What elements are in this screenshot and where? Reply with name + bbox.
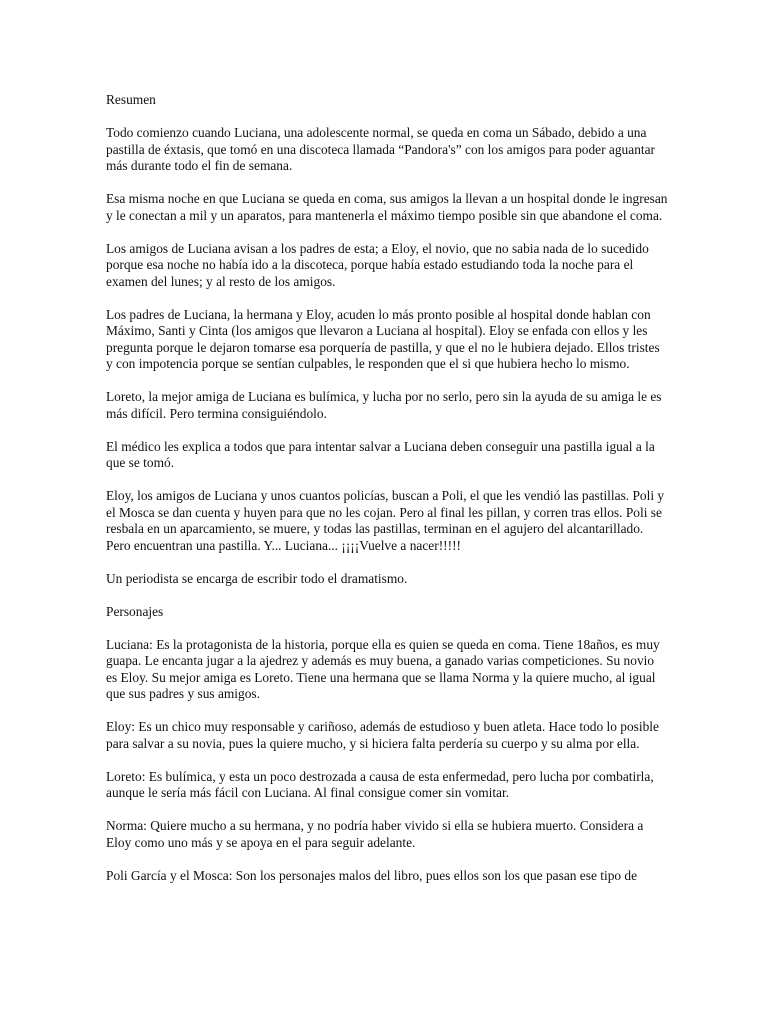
resumen-paragraph-2: Esa misma noche en que Luciana se queda en coma, sus amigos la llevan a un hospital donde le ingresan y le conectan a mil y un aparatos, para mantenerla el máximo tiempo posible sin que abandone el coma. — [106, 191, 668, 223]
character-eloy: Eloy: Es un chico muy responsable y cariñoso, además de estudioso y buen atleta. Hace todo lo posible para salvar a su novia, pues la quiere mucho, y si hiciera falta perdería su cuerpo y su alma por ella. — [106, 719, 659, 751]
resumen-heading: Resumen — [106, 92, 156, 107]
personajes-heading: Personajes — [106, 603, 164, 619]
resumen-paragraph-3: Los amigos de Luciana avisan a los padres de esta; a Eloy, el novio, que no sabia nada de lo sucedido porque esa noche no había ido a la discoteca, porque había estado estudiando toda la noche para el examen del lunes; y al resto de los amigos. — [106, 240, 649, 289]
resumen-paragraph-7: Eloy, los amigos de Luciana y unos cuantos policías, buscan a Poli, el que les vendió las pastillas. Poli y el Mosca se dan cuenta y huyen para que no les cojan. Pero al final les pillan, y corren tras ellos. Poli se resbala en un aparcamiento, se muere, y todas las pastillas, terminan en el agujero del alcantarillado. Pero encuentran una pastilla. Y... Luciana... ¡¡¡¡Vuelve a nacer!!!!! — [106, 488, 665, 553]
resumen-paragraph-1: Todo comienzo cuando Luciana, una adolescente normal, se queda en coma un Sábado, debido a una pastilla de éxtasis, que tomó en una discoteca llamada “Pandora's” con los amigos para poder aguantar más durante todo el fin de semana. — [106, 125, 656, 173]
resumen-paragraph-8: Un periodista se encarga de escribir todo el dramatismo. — [106, 570, 408, 586]
character-luciana: Luciana: Es la protagonista de la historia, porque ella es quien se queda en coma. Tiene 18años, es muy guapa. Le encanta jugar a la ajedrez y además es muy buena, a ganado varias competiciones. Su novio es Eloy. Su mejor amiga es Loreto. Tiene una hermana que se llama Norma y la quiere mucho, al igual que sus padres y sus amigos. — [106, 636, 660, 701]
character-norma: Norma: Quiere mucho a su hermana, y no podría haber vivido si ella se hubiera muerto. Considera a Eloy como uno más y se apoya en el para seguir adelante. — [106, 818, 644, 850]
resumen-paragraph-6: El médico les explica a todos que para intentar salvar a Luciana deben conseguir una pastilla igual a la que se tomó. — [106, 438, 655, 470]
resumen-paragraph-4: Los padres de Luciana, la hermana y Eloy, acuden lo más pronto posible al hospital donde hablan con Máximo, Santi y Cinta (los amigos que llevaron a Luciana al hospital). Eloy se enfada con ellos y les pregunta porque le dejaron tomarse esa porquería de pastilla, y que el no le hubiera dejado. Ellos tristes y con impotencia porque se sentían culpables, le responden que el si que hubiera hecho lo mismo. — [106, 306, 660, 371]
character-poli-y-mosca: Poli García y el Mosca: Son los personajes malos del libro, pues ellos son los que pasan ese tipo de — [106, 867, 638, 883]
resumen-paragraph-5: Loreto, la mejor amiga de Luciana es bulímica, y lucha por no serlo, pero sin la ayuda de su amiga le es más difícil. Pero termina consiguiéndolo. — [106, 389, 662, 421]
character-loreto: Loreto: Es bulímica, y esta un poco destrozada a causa de esta enfermedad, pero lucha por combatirla, aunque le sería más fácil con Luciana. Al final consigue comer sin vomitar. — [106, 768, 654, 800]
